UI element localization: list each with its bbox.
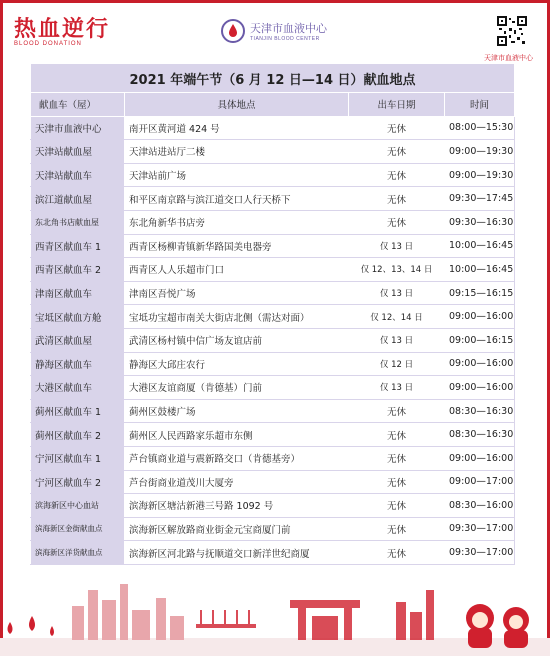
row-time: 09:30—17:45 bbox=[445, 187, 515, 211]
table-row bbox=[31, 494, 515, 518]
row-vehicle: 滨江道献血屋 bbox=[31, 187, 125, 211]
row-time: 09:30—17:00 bbox=[445, 541, 515, 565]
row-vehicle: 宁河区献血车 2 bbox=[31, 470, 125, 494]
table-row bbox=[31, 470, 515, 494]
brand-logo bbox=[14, 12, 110, 47]
row-vehicle: 大港区献血车 bbox=[31, 376, 125, 400]
table-row bbox=[31, 446, 515, 470]
table-row bbox=[31, 376, 515, 400]
row-location: 东北角新华书店旁 bbox=[125, 210, 349, 234]
row-location: 静海区大邱庄农行 bbox=[125, 352, 349, 376]
center-name-cn: 天津市血液中心 bbox=[250, 22, 327, 35]
row-vehicle: 西青区献血车 1 bbox=[31, 234, 125, 258]
table-row bbox=[31, 352, 515, 376]
table-header-row bbox=[31, 93, 515, 117]
row-vehicle: 西青区献血车 2 bbox=[31, 258, 125, 282]
row-vehicle: 宝坻区献血方舱 bbox=[31, 305, 125, 329]
row-date: 无休 bbox=[349, 517, 445, 541]
table-row bbox=[31, 517, 515, 541]
row-date: 无休 bbox=[349, 541, 445, 565]
row-time: 08:30—16:30 bbox=[445, 399, 515, 423]
row-date: 仅 13 日 bbox=[349, 281, 445, 305]
table-row bbox=[31, 305, 515, 329]
table-title-row bbox=[31, 64, 515, 93]
row-location: 大港区友谊商厦（肯德基）门前 bbox=[125, 376, 349, 400]
row-date: 无休 bbox=[349, 446, 445, 470]
row-date: 仅 13 日 bbox=[349, 376, 445, 400]
row-location: 天津站前广场 bbox=[125, 163, 349, 187]
row-date: 无休 bbox=[349, 494, 445, 518]
row-location: 西青区杨柳青镇新华路国美电器旁 bbox=[125, 234, 349, 258]
row-date: 无休 bbox=[349, 187, 445, 211]
row-time: 09:00—16:00 bbox=[445, 305, 515, 329]
row-date: 无休 bbox=[349, 163, 445, 187]
row-location: 和平区南京路与滨江道交口人行天桥下 bbox=[125, 187, 349, 211]
row-vehicle: 天津站献血屋 bbox=[31, 140, 125, 164]
row-vehicle: 滨海新区中心血站 bbox=[31, 494, 125, 518]
row-vehicle: 蓟州区献血车 2 bbox=[31, 423, 125, 447]
row-date: 仅 12 日 bbox=[349, 352, 445, 376]
table-row bbox=[31, 281, 515, 305]
blood-drop-icon bbox=[220, 18, 246, 44]
row-location: 天津站进站厅二楼 bbox=[125, 140, 349, 164]
row-date: 无休 bbox=[349, 116, 445, 140]
city-skyline-illustration bbox=[0, 560, 550, 656]
table-row bbox=[31, 116, 515, 140]
table-row bbox=[31, 234, 515, 258]
donation-sites-table bbox=[30, 63, 515, 565]
row-location: 武清区杨村镇中信广场友谊店前 bbox=[125, 328, 349, 352]
row-time: 08:30—16:00 bbox=[445, 494, 515, 518]
row-location: 芦台街商业道茂川大厦旁 bbox=[125, 470, 349, 494]
row-date: 仅 12、14 日 bbox=[349, 305, 445, 329]
column-header-vehicle: 献血车（屋） bbox=[31, 93, 125, 117]
row-location: 滨海新区塘沽新港三号路 1092 号 bbox=[125, 494, 349, 518]
row-date: 无休 bbox=[349, 470, 445, 494]
table-row bbox=[31, 399, 515, 423]
row-vehicle: 蓟州区献血车 1 bbox=[31, 399, 125, 423]
column-header-location: 具体地点 bbox=[125, 93, 349, 117]
row-date: 仅 12、13、14 日 bbox=[349, 258, 445, 282]
row-location: 宝坻功宝超市南关大街店北侧（需达对面） bbox=[125, 305, 349, 329]
row-location: 西青区人人乐超市门口 bbox=[125, 258, 349, 282]
row-time: 10:00—16:45 bbox=[445, 234, 515, 258]
row-date: 仅 13 日 bbox=[349, 234, 445, 258]
table-row bbox=[31, 163, 515, 187]
row-time: 09:00—19:30 bbox=[445, 163, 515, 187]
row-vehicle: 静海区献血车 bbox=[31, 352, 125, 376]
qr-caption: 天津市血液中心 bbox=[484, 54, 533, 62]
row-location: 蓟州区鼓楼广场 bbox=[125, 399, 349, 423]
qr-code-icon[interactable] bbox=[497, 16, 527, 46]
column-header-time: 时间 bbox=[445, 93, 515, 117]
row-time: 09:00—17:00 bbox=[445, 470, 515, 494]
row-time: 09:00—16:00 bbox=[445, 446, 515, 470]
row-vehicle: 武清区献血屋 bbox=[31, 328, 125, 352]
row-time: 08:00—15:30 bbox=[445, 116, 515, 140]
column-header-date: 出车日期 bbox=[349, 93, 445, 117]
row-time: 09:00—16:15 bbox=[445, 328, 515, 352]
row-vehicle: 滨海新区金街献血点 bbox=[31, 517, 125, 541]
row-location: 蓟州区人民西路家乐超市东侧 bbox=[125, 423, 349, 447]
table-row bbox=[31, 258, 515, 282]
row-vehicle: 津南区献血车 bbox=[31, 281, 125, 305]
table-row bbox=[31, 140, 515, 164]
table-row bbox=[31, 210, 515, 234]
row-location: 芦台镇商业道与震新路交口（肯德基旁） bbox=[125, 446, 349, 470]
row-vehicle: 宁河区献血车 1 bbox=[31, 446, 125, 470]
row-date: 无休 bbox=[349, 399, 445, 423]
row-time: 08:30—16:30 bbox=[445, 423, 515, 447]
row-time: 09:00—16:00 bbox=[445, 352, 515, 376]
row-date: 无休 bbox=[349, 140, 445, 164]
table-row bbox=[31, 423, 515, 447]
table-title: 2021 年端午节（6 月 12 日—14 日）献血地点 bbox=[31, 64, 515, 93]
row-date: 无休 bbox=[349, 210, 445, 234]
row-vehicle: 滨海新区洋货献血点 bbox=[31, 541, 125, 565]
row-time: 10:00—16:45 bbox=[445, 258, 515, 282]
table-row bbox=[31, 328, 515, 352]
row-date: 仅 13 日 bbox=[349, 328, 445, 352]
row-vehicle: 天津站献血车 bbox=[31, 163, 125, 187]
row-location: 津南区吾悦广场 bbox=[125, 281, 349, 305]
row-time: 09:30—17:00 bbox=[445, 517, 515, 541]
center-name-en: TIANJIN BLOOD CENTER bbox=[250, 36, 320, 42]
header bbox=[0, 0, 550, 62]
row-date: 无休 bbox=[349, 423, 445, 447]
row-time: 09:00—19:30 bbox=[445, 140, 515, 164]
brand-subtitle: BLOOD DONATION bbox=[14, 41, 82, 47]
row-time: 09:15—16:15 bbox=[445, 281, 515, 305]
row-location: 滨海新区解放路商业街金元宝商厦门前 bbox=[125, 517, 349, 541]
row-time: 09:30—16:30 bbox=[445, 210, 515, 234]
brand-title: 热血逆行 bbox=[14, 16, 111, 42]
blood-center-logo bbox=[220, 18, 327, 44]
table-row bbox=[31, 187, 515, 211]
row-vehicle: 天津市血液中心 bbox=[31, 116, 125, 140]
blood-drops-decoration bbox=[8, 616, 55, 636]
row-location: 滨海新区河北路与抚顺道交口新洋世纪商厦 bbox=[125, 541, 349, 565]
row-location: 南开区黄河道 424 号 bbox=[125, 116, 349, 140]
row-time: 09:00—16:00 bbox=[445, 376, 515, 400]
row-vehicle: 东北角书店献血屋 bbox=[31, 210, 125, 234]
